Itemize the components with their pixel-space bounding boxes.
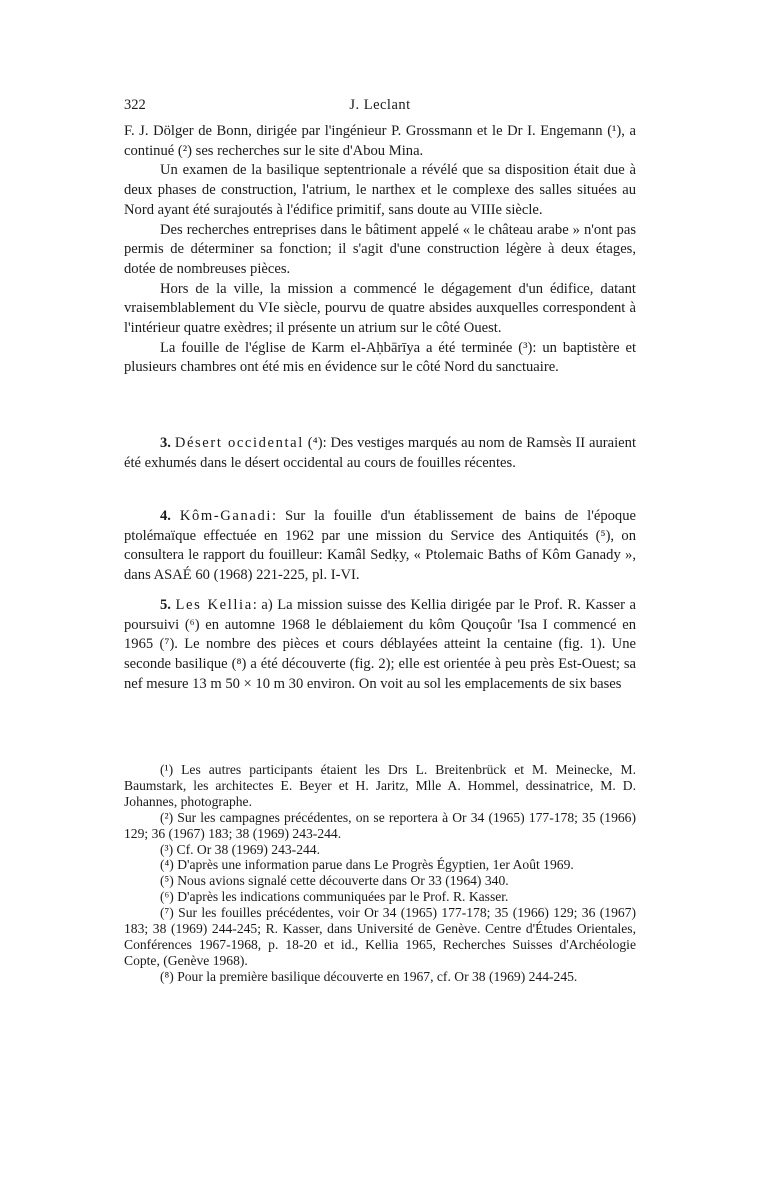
section-body: : Sur la fouille d'un établissement de bains de l'époque ptolémaïque effectuée en 1962 par une mission du Service des Antiquités (⁵), on consultera le rapport du fouilleur: Kamâl Sedḳy, « Ptolemaic Baths of Kôm Ganady », dans ASAÉ 60 (1968) 221-225, pl. I-VI. <box>124 508 636 584</box>
section-paragraph <box>124 507 636 586</box>
footnotes <box>124 762 636 985</box>
section-paragraph <box>124 434 636 473</box>
paragraph: La fouille de l'église de Karm el-Aḥbārīya a été terminée (³): un baptistère et plusieurs chambres ont été mis en évidence sur le côté Nord du sanctuaire. <box>124 339 636 376</box>
section-paragraph <box>124 596 636 695</box>
section-body: (⁴): Des vestiges marqués au nom de Ramsès II auraient été exhumés dans le désert occidental au cours de fouilles récentes. <box>124 435 637 471</box>
section-kom-ganadi <box>124 507 636 586</box>
footnote: (¹) Les autres participants étaient les Drs L. Breitenbrück et M. Meinecke, M. Baumstark, les architectes E. Beyer et H. Jaritz, Mlle A. Hommel, dessinatrice, M. D. Johannes, photographe. <box>124 762 636 809</box>
running-head-author: J. Leclant <box>349 97 411 113</box>
footnote: (⁷) Sur les fouilles précédentes, voir Or 34 (1965) 177-178; 35 (1966) 129; 36 (1967) 183; 38 (1969) 244-245; R. Kasser, dans Université de Genève. Centre d'Études Orientales, Conférences 1967-1968, p. 18-20 et id., Kellia 1965, Recherches Suisses d'Archéologie Copte, (Genève 1968). <box>124 905 636 968</box>
section-number: 3. <box>160 435 171 451</box>
section-kellia <box>124 596 636 695</box>
footnote: (²) Sur les campagnes précédentes, on se reportera à Or 34 (1965) 177-178; 35 (1966) 129; 36 (1967) 183; 38 (1969) 243-244. <box>124 809 636 841</box>
running-header <box>124 97 636 117</box>
section-title: Désert occidental <box>174 435 304 451</box>
section-title: Kôm-Ganadi <box>179 508 273 524</box>
footnote: (³) Cf. Or 38 (1969) 243-244. <box>160 841 320 857</box>
section-title: Les Kellia <box>175 597 253 613</box>
page-number: 322 <box>124 97 146 113</box>
paragraph: F. J. Dölger de Bonn, dirigée par l'ingénieur P. Grossmann et le Dr I. Engemann (¹), a continué (²) ses recherches sur le site d'Abou Mina. <box>124 123 636 159</box>
intro-text <box>124 122 636 378</box>
section-number: 5. <box>160 597 171 613</box>
footnote: (⁶) D'après les indications communiquées par le Prof. R. Kasser. <box>160 889 509 905</box>
footnote: (⁵) Nous avions signalé cette découverte dans Or 33 (1964) 340. <box>160 873 509 889</box>
footnote: (⁸) Pour la première basilique découverte en 1967, cf. Or 38 (1969) 244-245. <box>160 968 578 984</box>
section-body: : a) La mission suisse des Kellia dirigée par le Prof. R. Kasser a poursuivi (⁶) en automne 1968 le déblaiement du kôm Qouçoûr 'Isa I commencé en 1965 (⁷). Le nombre des pièces et cours déblayées atteint la centaine (fig. 1). Une seconde basilique (⁸) a été découverte (fig. 2); elle est orientée à peu près Est-Ouest; sa nef mesure 13 m 50 × 10 m 30 environ. On voit au sol les emplacements de six bases <box>124 597 636 692</box>
footnote: (⁴) D'après une information parue dans Le Progrès Égyptien, 1er Août 1969. <box>160 857 574 873</box>
paragraph: Hors de la ville, la mission a commencé le dégagement d'un édifice, datant vraisemblablement du VIe siècle, pourvu de quatre absides auxquelles correspondent à l'intérieur quatre exèdres; il présente un atrium sur le côté Ouest. <box>124 280 636 337</box>
paragraph: Des recherches entreprises dans le bâtiment appelé « le château arabe » n'ont pas permis de déterminer sa fonction; il s'agit d'une construction légère à deux étages, dotée de nombreuses pièces. <box>124 221 636 277</box>
paragraph: Un examen de la basilique septentrionale a révélé que sa disposition était due à deux phases de construction, l'atrium, le narthex et le complexe des salles situées au Nord ayant été surajoutés à l'édifice primitif, sans doute au VIIIe siècle. <box>124 162 636 218</box>
section-desert-occidental <box>124 434 636 473</box>
section-number: 4. <box>160 508 171 524</box>
